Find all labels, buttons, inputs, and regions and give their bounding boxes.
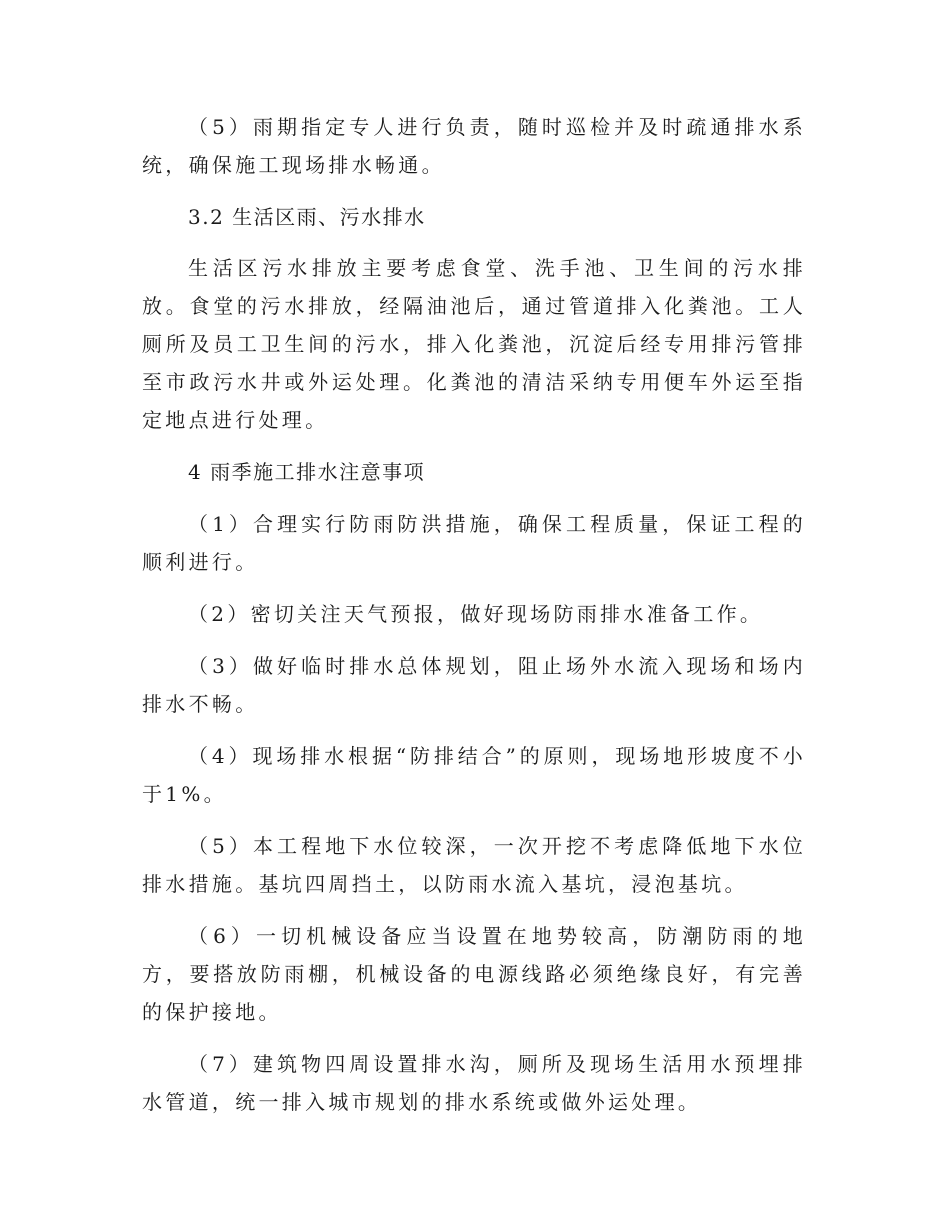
- paragraph-note-5: （5）本工程地下水位较深，一次开挖不考虑降低地下水位排水措施。基坑四周挡土，以防雨水流入基坑，浸泡基坑。: [142, 834, 806, 896]
- section-heading-rainy-season-notes: 4 雨季施工排水注意事项: [188, 460, 426, 484]
- document-body: [142, 108, 806, 1121]
- section-heading-living-area-drainage: 3.2 生活区雨、污水排水: [188, 205, 426, 229]
- paragraph-note-2: （2）密切关注天气预报，做好现场防雨排水准备工作。: [188, 602, 764, 626]
- paragraph-living-area-sewage: 生活区污水排放主要考虑食堂、洗手池、卫生间的污水排放。食堂的污水排放，经隔油池后，通过管道排入化粪池。工人厕所及员工卫生间的污水，排入化粪池，沉淀后经专用排污管排至市政污水井或外运处理。化粪池的清洁采纳专用便车外运至指定地点进行处理。: [142, 256, 806, 432]
- paragraph-note-1: （1）合理实行防雨防洪措施，确保工程质量，保证工程的顺利进行。: [142, 512, 806, 574]
- paragraph-rainy-season-inspection: （5）雨期指定专人进行负责，随时巡检并及时疏通排水系统，确保施工现场排水畅通。: [142, 115, 806, 177]
- paragraph-note-6: （6）一切机械设备应当设置在地势较高，防潮防雨的地方，要搭放防雨棚，机械设备的电源线路必须绝缘良好，有完善的保护接地。: [142, 924, 806, 1024]
- paragraph-note-7: （7）建筑物四周设置排水沟，厕所及现场生活用水预埋排水管道，统一排入城市规划的排水系统或做外运处理。: [142, 1052, 806, 1114]
- paragraph-note-4: （4）现场排水根据“防排结合”的原则，现场地形坡度不小于1%。: [142, 744, 806, 806]
- paragraph-note-3: （3）做好临时排水总体规划，阻止场外水流入现场和场内排水不畅。: [142, 654, 806, 716]
